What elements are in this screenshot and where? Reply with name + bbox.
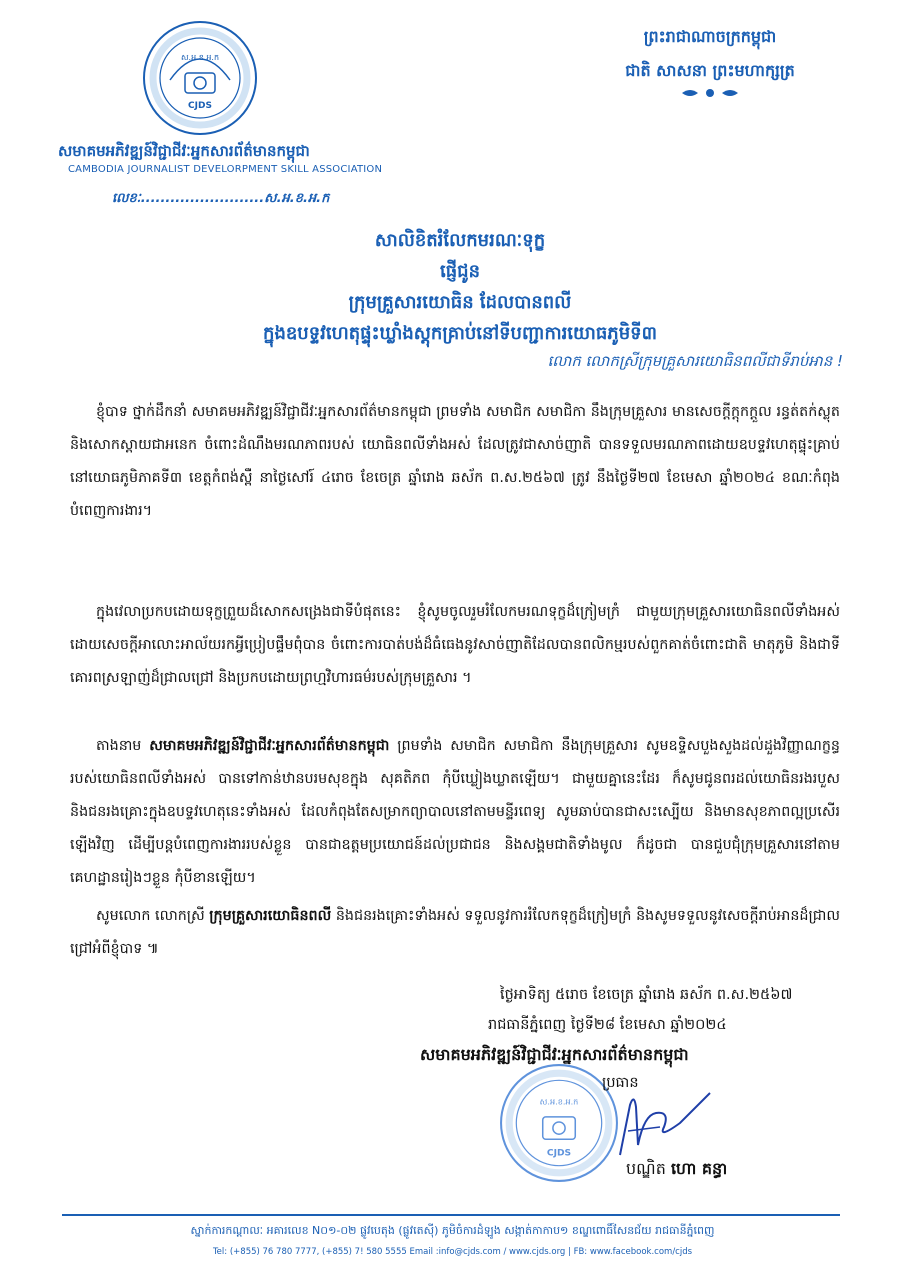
signatory-organization: សមាគមអភិវឌ្ឍន៍វិជ្ជាជីវៈអ្នកសារព័ត៌មានកម្ពុជា xyxy=(420,1045,689,1064)
association-logo xyxy=(140,18,260,138)
paragraph-3 xyxy=(70,730,840,895)
paragraph-1: ខ្ញុំបាទ ថ្នាក់ដឹកនាំ សមាគមអភិវឌ្ឍន៍វិជ្ជាជីវៈអ្នកសារព័ត៌មានកម្ពុជា ព្រមទាំង សមាជិក សមាជិកា នឹងក្រុមគ្រួសារ មានសេចក្តីក្តុកក្តួល រន្ធត់តក់ស្លុត និងសោកស្តាយជាអនេក ចំពោះដំណឹងមរណភាពរបស់ យោធិនពលីទាំងអស់ ដែលត្រូវជាសាច់ញាតិ បានទទួលមរណភាពដោយឧបទ្ទវហេតុផ្ទុះគ្រាប់ នៅយោធភូមិភាគទី៣ ខេត្តកំពង់ស្ពឺ នាថ្ងៃសៅរ៍ ៤រោច ខែចេត្រ ឆ្នាំរោង ឆស័ក ព.ស.២៥៦៧ ត្រូវ នឹងថ្ងៃទី២៧ ខែមេសា ឆ្នាំ២០២៤ ខណៈកំពុងបំពេញការងារ។ xyxy=(70,404,840,519)
handwritten-signature xyxy=(600,1085,720,1165)
footer-contact: Tel: (+855) 76 780 7777, (+855) 7! 580 5555 Email :info@cjds.com / www.cjds.org | FB: www.facebook.com/cjds xyxy=(212,1247,693,1257)
date-solar: រាជធានីភ្នំពេញ ថ្ងៃទី២៨ ខែមេសា ឆ្នាំ២០២៤ xyxy=(488,1017,727,1033)
signatory-name xyxy=(626,1158,727,1182)
paragraph-4 xyxy=(70,900,840,966)
salutation: លោក លោកស្រីក្រុមគ្រួសារយោធិនពលីជាទីរាប់អាន ! xyxy=(547,352,843,370)
letter-title xyxy=(140,225,780,349)
paragraph-3-org: សមាគមអភិវឌ្ឍន៍វិជ្ជាជីវៈអ្នកសារព័ត៌មានកម្ពុជា xyxy=(149,738,390,754)
paragraph-3-prefix: តាងនាម xyxy=(96,738,150,754)
title-line-1: សាលិខិតរំលែកមរណៈទុក្ខ xyxy=(374,230,546,251)
kingdom-heading xyxy=(560,26,860,94)
logo-abbrev-en: CJDS xyxy=(188,101,212,111)
footer-divider xyxy=(62,1214,840,1216)
signatory-full-name: ហោ គន្ធា xyxy=(670,1159,728,1178)
logo-abbrev-kh: ស.អ.ខ.អ.ក xyxy=(180,53,220,62)
org-name-en: CAMBODIA JOURNALIST DEVELORPMENT SKILL ASSOCIATION xyxy=(68,164,383,175)
paragraph-4-family: ក្រុមគ្រួសារយោធិនពលី xyxy=(209,908,332,924)
paragraph-2: ក្នុងវេលាប្រកបដោយទុក្ខព្រួយដ៏សោកសង្រេងជាទីបំផុតនេះ ខ្ញុំសូមចូលរួមរំលែកមរណទុក្ខដ៏ក្រៀមក្រំ ជាមួយក្រុមគ្រួសារយោធិនពលីទាំងអស់ដោយសេចក្តីអាលោះអាល័យរកអ្វីប្រៀបផ្ទឹមពុំបាន ចំពោះការបាត់បង់ដ៏ធំធេងនូវសាច់ញាតិដែលបានពលិកម្មរបស់ពួកគាត់ចំពោះជាតិ មាតុភូមិ និងជាទីគោរពស្រឡាញ់ដ៏ជ្រាលជ្រៅ និងប្រកបដោយព្រហ្មវិហារធម៌របស់ក្រុមគ្រួសារ ។ xyxy=(70,604,840,686)
title-line-3: ក្រុមគ្រួសារយោធិន ដែលបានពលី xyxy=(348,292,572,313)
footer-address: ស្នាក់ការកណ្តាលៈ អគារលេខ N០១-០២ ផ្លូវបេតុង (ផ្លូវតេស៊ី) ភូមិចំការដំឡូង សង្កាត់កាកាប១ ខណ្ឌពោធិ៍សែនជ័យ រាជធានីភ្នំពេញ xyxy=(190,1224,715,1237)
motto-ornament-icon xyxy=(680,86,740,100)
signatory-position: ប្រធាន xyxy=(602,1075,639,1091)
reference-number: លេខៈ.........................ស.អ.ខ.អ.ក xyxy=(112,191,330,206)
national-motto: ជាតិ សាសនា ព្រះមហាក្សត្រ xyxy=(625,61,795,80)
paragraph-4-prefix: សូមលោក លោកស្រី xyxy=(96,908,210,924)
paragraph-3-rest: ព្រមទាំង សមាជិក សមាជិកា នឹងក្រុមគ្រួសារ សូមឧទ្ទិសបួងសួងដល់ដួងវិញ្ញាណក្ខន្ធរបស់យោធិនពលីទាំងអស់ បានទៅកាន់ឋានបរមសុខក្នុង សុគតិភព កុំបីឃ្លៀងឃ្លាតឡើយ។ ជាមួយគ្នានេះដែរ ក៏សូមជូនពរដល់យោធិនរងរបួស និងជនរងគ្រោះក្នុងឧបទ្ទវហេតុនេះទាំងអស់ ដែលកំពុងតែសម្រាកព្យាបាលនៅតាមមន្ទីរពេទ្យ សូមឆាប់បានជាសះស្បើយ និងមានសុខភាពល្អប្រសើរឡើងវិញ ដើម្បីបន្តបំពេញការងាររបស់ខ្លួន បានជាឧត្តមប្រយោជន៍ដល់ប្រជាជន និងសង្គមជាតិទាំងមូល ក៏ដូចជា បានជួបជុំក្រុមគ្រួសារនៅតាមគេហដ្ឋានរៀងៗខ្លួន កុំបីខានឡើយ។ xyxy=(70,738,841,886)
date-lunar: ថ្ងៃអាទិត្យ ៥រោច ខែចេត្រ ឆ្នាំរោង ឆស័ក ព.ស.២៥៦៧ xyxy=(500,987,793,1003)
org-name-kh: សមាគមអភិវឌ្ឍន៍វិជ្ជាជីវៈអ្នកសារព័ត៌មានកម្ពុជា xyxy=(58,142,310,160)
title-line-4: ក្នុងឧបទ្ទវហេតុផ្ទុះឃ្លាំងស្តុកគ្រាប់នៅទីបញ្ជាការយោធភូមិទី៣ xyxy=(263,323,657,344)
seal-abbrev-en: CJDS xyxy=(546,1148,572,1159)
kingdom-name: ព្រះរាជាណាចក្រកម្ពុជា xyxy=(643,27,777,46)
seal-abbrev-kh: ស.អ.ខ.អ.ក xyxy=(539,1096,579,1107)
title-line-2: ផ្ញើជូន xyxy=(440,261,480,282)
paragraph-4-rest: និងជនរងគ្រោះទាំងអស់ ទទួលនូវការរំលែកទុក្ខដ៏ក្រៀមក្រំ និងសូមទទួលនូវសេចក្តីរាប់អានដ៏ជ្រាលជ្រៅអំពីខ្ញុំបាទ ៕ xyxy=(70,908,840,957)
signatory-honorific: បណ្ឌិត xyxy=(626,1159,671,1178)
